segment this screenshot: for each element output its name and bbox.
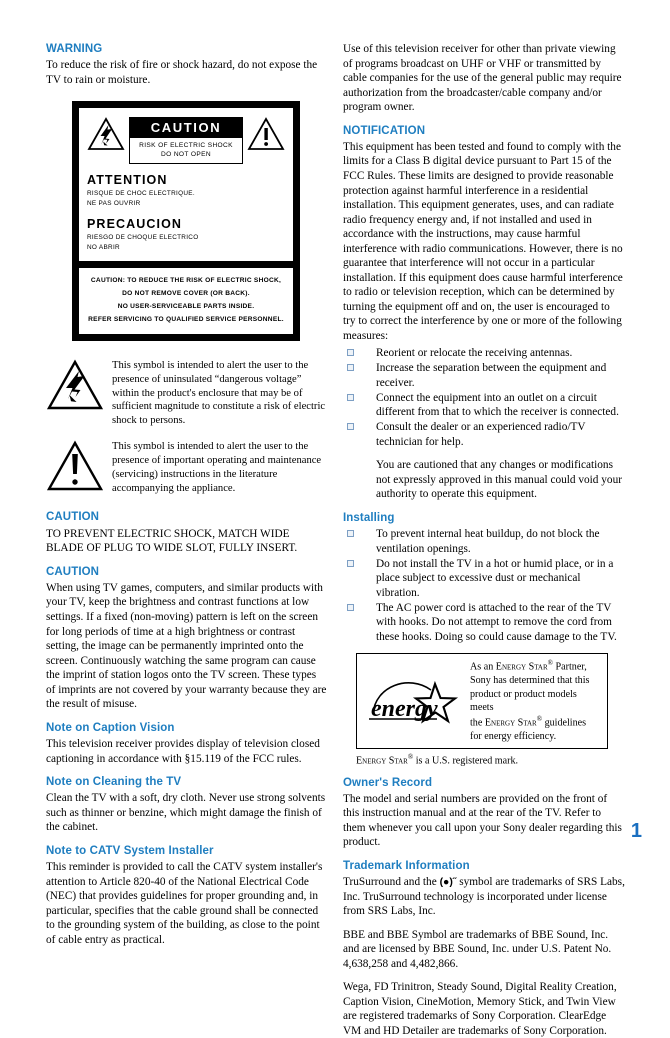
list-item: [343, 361, 625, 390]
estar-l1-pre: As an: [470, 661, 496, 673]
caution-placard-row: [87, 117, 285, 164]
trademark-heading: Trademark Information: [343, 859, 470, 872]
attention-title: ATTENTION: [87, 173, 168, 187]
checkbox-bullet-icon: [347, 364, 354, 371]
list-item: [343, 420, 625, 449]
registered-mark: ®: [407, 753, 414, 762]
list-item: [343, 346, 625, 361]
energy-star-line-4: [470, 715, 601, 730]
checkbox-bullet-icon: [347, 604, 354, 611]
owners-record-heading: Owner's Record: [343, 776, 433, 789]
cleaning-body: Clean the TV with a soft, dry cloth. Never use strong solvents such as thinner or benzine, which might damage the finish of the cabinet.: [46, 792, 326, 834]
energy-star-box: [356, 653, 608, 749]
trademark-para-1: [343, 875, 625, 919]
trademark-para-3: Wega, FD Trinitron, Steady Sound, Digital Reality Creation, Caption Vision, CineMotion, Memory Stick, and Twin View are registered trademarks of Sony Corporation. ClearEdge VM and HD Detailer are trademarks of Sony Corporation.: [343, 981, 617, 1037]
warning-heading: WARNING: [46, 43, 103, 55]
exclamation-triangle-icon: [247, 117, 285, 156]
notification-body: This equipment has been tested and found to comply with the limits for a Class B digital device pursuant to Part 15 of the FCC Rules. These limits are designed to provide reasonable protection against harmful interference in a residential installation. This equipment generates, uses, and can radiate radio frequency energy and, if not installed and used in accordance with the instructions, may cause harmful interference with radio communications. However, there is no guarantee that interference will not occur in a particular installation. If this equipment does cause harmful interference to radio or television reception, which can be determined by turning the equipment off and on, the user is encouraged to try to correct the interference by one or more of the following measures:: [343, 140, 623, 342]
energy-star-logo: [365, 674, 463, 729]
energy-star-text: [463, 659, 601, 743]
owners-record-body: The model and serial numbers are provided on the front of this instruction manual and at the rear of the TV. Refer to them whenever you call upon your Sony dealer regarding this product.: [343, 792, 622, 849]
list-item: [343, 391, 625, 420]
notification-heading: NOTIFICATION: [343, 124, 426, 137]
placard-bottom-line: DO NOT REMOVE COVER (OR BACK).: [122, 290, 250, 298]
caution-plug-body: TO PREVENT ELECTRIC SHOCK, MATCH WIDE BLADE OF PLUG TO WIDE SLOT, FULLY INSERT.: [46, 527, 298, 555]
list-item-label: To prevent internal heat buildup, do not block the ventilation openings.: [376, 528, 600, 555]
energy-star-note: [356, 753, 625, 766]
intro-body: Use of this television receiver for other than private viewing of programs broadcast on UHF or VHF or transmitted by cable companies for the use of the general public may require authorization from the broadcaster/cable company and/or program owner.: [343, 43, 622, 114]
catv-heading: Note to CATV System Installer: [46, 844, 214, 857]
attention-line-2: NE PAS OUVRIR: [87, 199, 141, 207]
precaucion-title: PRECAUCION: [87, 217, 183, 232]
installing-list: [343, 527, 625, 644]
symbol-service-text: This symbol is intended to alert the user to the presence of important operating and maintenance (servicing) instructions in the literature accompanying the appliance.: [112, 441, 322, 494]
list-item-label: Connect the equipment into an outlet on a circuit different from that to which the receiver is connected.: [376, 391, 619, 419]
energy-star-line-5: for energy efficiency.: [470, 730, 557, 742]
notification-measures-list: [343, 346, 625, 449]
exclamation-triangle-icon: [46, 438, 108, 497]
symbol-explanation-voltage: [46, 357, 328, 428]
trademark-p1-post: symbol are trademarks of SRS Labs, Inc. TruSurround technology is incorporated under license from SRS Labs, Inc.: [343, 876, 625, 918]
symbol-voltage-text: This symbol is intended to alert the user to the presence of uninsulated “dangerous voltage” within the product's enclosure that may be of sufficient magnitude to constitute a risk of electric shock to persons.: [112, 359, 326, 427]
estar-note-post: is a U.S. registered mark.: [413, 755, 519, 767]
registered-mark: ®: [547, 659, 553, 668]
caution-risk-line-2: DO NOT OPEN: [161, 151, 211, 159]
energy-star-line-2: Sony has determined that this: [470, 675, 590, 687]
list-item-label: The AC power cord is attached to the rear of the TV with hooks. Do not attempt to remove the cord from these hooks. Doing so could cause damage to the TV.: [376, 601, 617, 643]
attention-line-1: RISQUE DE CHOC ELECTRIQUE.: [87, 190, 195, 197]
trademark-para-2: BBE and BBE Symbol are trademarks of BBE Sound, Inc. and are licensed by BBE Sound, Inc. under U.S. Patent No. 4,638,258 and 4,482,866.: [343, 928, 612, 970]
checkbox-bullet-icon: [347, 394, 354, 401]
precaucion-line-1: RIESGO DE CHOQUE ELECTRICO: [87, 234, 199, 242]
page-number: 1: [630, 820, 642, 842]
placard-bottom-line: NO USER-SERVICEABLE PARTS INSIDE.: [117, 303, 255, 311]
left-column: [46, 42, 328, 947]
caution-burn-in-body: When using TV games, computers, and similar products with your TV, keep the brightness and contrast functions at low settings. If a fixed (non-moving) pattern is left on the screen for long periods of time at a high brightness or contrast setting, the image can be permanently imprinted onto the screen. Continuously watching the same program can cause the imprint of station logos onto the TV screen. These types of imprints are not covered by your warranty because they are the result of misuse.: [46, 581, 327, 711]
registered-mark: ®: [536, 714, 543, 723]
checkbox-bullet-icon: [347, 349, 354, 356]
svg-text:energy: energy: [371, 695, 438, 722]
lightning-bolt-triangle-icon: [46, 357, 108, 416]
caption-vision-heading: Note on Caption Vision: [46, 721, 175, 734]
caution-risk-block: [129, 137, 243, 164]
caution-bar-label: CAUTION: [129, 117, 243, 137]
estar-l4-sc: Energy Star: [484, 717, 537, 729]
caution-placard-upper: [79, 108, 293, 261]
warning-body: To reduce the risk of fire or shock hazard, do not expose the TV to rain or moisture.: [46, 59, 318, 86]
estar-l1-post: Partner,: [552, 661, 587, 673]
precaucion-lines: [87, 233, 285, 252]
estar-note-sc: Energy Star: [356, 755, 408, 767]
energy-star-line-3: product or product models meets: [470, 688, 577, 714]
symbol-explanation-service: [46, 438, 328, 497]
checkbox-bullet-icon: [347, 560, 354, 567]
caution-risk-line-1: RISK OF ELECTRIC SHOCK: [139, 141, 233, 149]
list-item: [343, 527, 625, 556]
installing-heading: Installing: [343, 511, 395, 524]
estar-l1-sc: Energy Star: [495, 661, 548, 673]
checkbox-bullet-icon: [347, 530, 354, 537]
caution-placard-center: [125, 117, 247, 164]
trademark-p1-pre: TruSurround and the: [343, 876, 440, 889]
notification-trailing-note: You are cautioned that any changes or modifications not expressly approved in this manual could void your authority to operate this equipment.: [376, 459, 622, 501]
caution-placard: [72, 101, 300, 340]
catv-body: This reminder is provided to call the CATV system installer's attention to Article 820-40 of the National Electrical Code (NEC) that provides guidelines for proper grounding and, in particular, specifies that the cable ground shall be connected to the grounding system of the building, as close to the point of cable entry as practical.: [46, 861, 323, 946]
list-item-label: Reorient or relocate the receiving antennas.: [376, 347, 573, 360]
lightning-bolt-triangle-icon: [87, 117, 125, 156]
estar-l4-post: guidelines: [542, 717, 587, 729]
checkbox-bullet-icon: [347, 423, 354, 430]
trusurround-symbol-icon: (●)˝: [439, 876, 457, 889]
caption-vision-body: This television receiver provides display of television closed captioning in accordance with §15.119 of the FCC rules.: [46, 737, 320, 765]
list-item-label: Do not install the TV in a hot or humid place, or in a place subject to excessive dust or mechanical vibration.: [376, 557, 614, 599]
cleaning-heading: Note on Cleaning the TV: [46, 776, 182, 789]
placard-divider: [79, 261, 293, 268]
list-item-label: Consult the dealer or an experienced radio/TV technician for help.: [376, 421, 586, 448]
placard-bottom-line: REFER SERVICING TO QUALIFIED SERVICE PERSONNEL.: [88, 315, 284, 323]
caution-burn-in-heading: CAUTION: [46, 565, 100, 578]
caution-placard-lower: [79, 268, 293, 333]
list-item: [343, 601, 625, 645]
list-item-label: Increase the separation between the equipment and receiver.: [376, 362, 607, 389]
precaucion-line-2: NO ABRIR: [87, 243, 120, 251]
energy-star-line-1: [470, 659, 601, 674]
placard-bottom-line: CAUTION: TO REDUCE THE RISK OF ELECTRIC SHOCK,: [90, 277, 282, 285]
estar-l4-pre: the: [470, 717, 485, 729]
caution-plug-heading: CAUTION: [46, 511, 100, 524]
list-item: [343, 557, 625, 601]
attention-lines: [87, 189, 285, 208]
right-column: [343, 42, 625, 1038]
